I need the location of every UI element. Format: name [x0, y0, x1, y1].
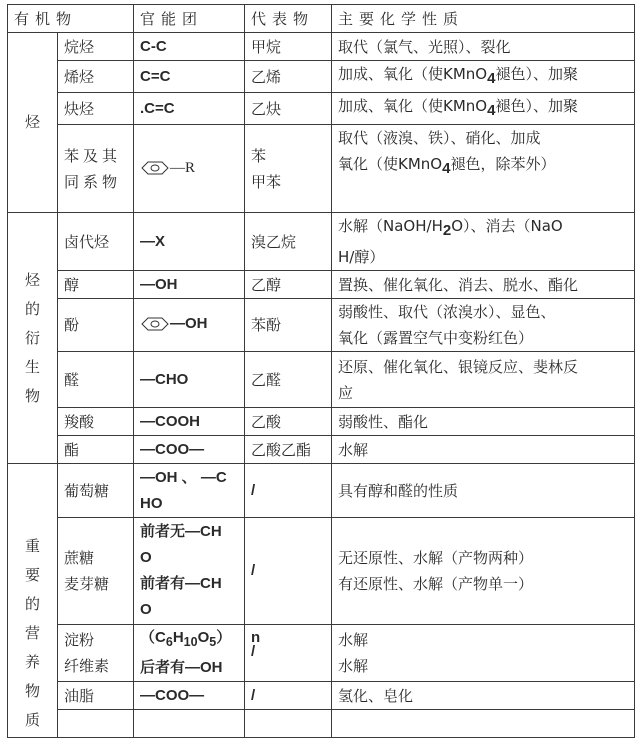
group-line: O — [140, 601, 152, 618]
functional-group: C=C — [134, 61, 245, 93]
properties — [332, 352, 635, 408]
props-line: 弱酸性、取代（浓溴水）、显色、 — [338, 303, 556, 321]
group-suffix: —R — [170, 159, 196, 176]
group-line: —OH 、 —C — [140, 468, 227, 486]
representative — [245, 625, 332, 682]
category-char: 物 — [24, 386, 40, 405]
representative: 乙酸乙酯 — [245, 436, 332, 464]
compound-name: 酚 — [58, 299, 134, 352]
table-row — [8, 436, 635, 464]
properties: 水解 — [332, 436, 635, 464]
table-row — [8, 299, 635, 352]
compound-name: 油脂 — [58, 682, 134, 710]
benzene-ring-icon — [140, 317, 170, 331]
functional-group — [134, 299, 245, 352]
functional-group — [134, 710, 245, 738]
functional-group: —X — [134, 213, 245, 271]
table-row — [8, 408, 635, 436]
compound-name: 烯烃 — [58, 61, 134, 93]
representative: / — [245, 518, 332, 625]
category-char: 要 — [24, 566, 40, 584]
table-row — [8, 93, 635, 125]
header-row — [8, 5, 635, 33]
table-row — [8, 61, 635, 93]
table-row — [8, 125, 635, 213]
subscript: 6 — [165, 635, 173, 649]
organic-chemistry-table — [7, 4, 635, 738]
representative: 乙醇 — [245, 271, 332, 299]
properties — [332, 125, 635, 213]
properties — [332, 93, 635, 125]
name-line: 蔗糖 — [64, 549, 95, 567]
table-row — [8, 464, 635, 518]
category-derivatives — [8, 213, 58, 464]
table-row — [8, 352, 635, 408]
props-line: 氧化（露置空气中变粉红色） — [338, 329, 534, 347]
category-char: 质 — [24, 711, 40, 729]
props-line: H/醇） — [338, 248, 385, 266]
formula-part: H — [172, 629, 184, 646]
name-line: 苯及其 — [64, 146, 122, 165]
properties: 弱酸性、酯化 — [332, 408, 635, 436]
compound-name: 醛 — [58, 352, 134, 408]
subscript: 4 — [442, 160, 451, 177]
properties: 置换、催化氧化、消去、脱水、酯化 — [332, 271, 635, 299]
functional-group: —OH — [134, 271, 245, 299]
header-functional-group: 官能团 — [134, 5, 245, 33]
functional-group — [134, 518, 245, 625]
category-char: 生 — [24, 357, 40, 376]
category-char: 营 — [24, 624, 40, 642]
functional-group: —COOH — [134, 408, 245, 436]
props-line: 无还原性、水解（产物两种） — [338, 549, 534, 567]
representative: 溴乙烷 — [245, 213, 332, 271]
props-text: 氧化（使KMnO — [338, 155, 443, 173]
compound-name — [58, 710, 134, 738]
group-line: 前者有—CH — [140, 575, 222, 592]
properties — [332, 710, 635, 738]
functional-group — [134, 125, 245, 213]
functional-group: .C=C — [134, 93, 245, 125]
group-suffix: —OH — [170, 315, 208, 332]
formula-part: ） — [216, 629, 232, 646]
rep-line: 甲苯 — [251, 172, 282, 191]
category-char: 物 — [24, 682, 40, 700]
properties — [332, 61, 635, 93]
category-hydrocarbons — [8, 33, 58, 213]
table-row — [8, 682, 635, 710]
formula-part: （C — [140, 629, 166, 646]
compound-name: 酯 — [58, 436, 134, 464]
category-char: 养 — [24, 653, 40, 671]
group-line: 后者有—OH — [140, 659, 223, 676]
benzene-ring-icon — [140, 161, 170, 175]
representative — [245, 710, 332, 738]
table-row — [8, 518, 635, 625]
group-line: HO — [140, 494, 163, 512]
properties — [332, 299, 635, 352]
subscript: 5 — [209, 635, 217, 649]
functional-group: —COO— — [134, 436, 245, 464]
category-char: 的 — [24, 299, 40, 318]
compound-name — [58, 125, 134, 213]
name-line: 同系物 — [64, 172, 122, 191]
rep-line: / — [251, 643, 256, 660]
representative: 乙醛 — [245, 352, 332, 408]
props-line: 水解 — [338, 657, 369, 675]
representative: 乙炔 — [245, 93, 332, 125]
header-organic: 有机物 — [8, 5, 134, 33]
representative — [245, 125, 332, 213]
category-char: 的 — [24, 595, 40, 613]
compound-name: 卤代烃 — [58, 213, 134, 271]
table-row — [8, 625, 635, 682]
category-char: 重 — [24, 537, 40, 555]
rep-line: n — [251, 629, 261, 646]
props-line: 有还原性、水解（产物单一） — [338, 575, 534, 593]
props-text: O）、消去（NaO — [451, 217, 563, 235]
props-text: 褪色，除苯外） — [450, 155, 556, 173]
representative: 甲烷 — [245, 33, 332, 61]
subscript: 4 — [487, 70, 496, 87]
properties — [332, 518, 635, 625]
props-text: 褪色）、加聚 — [495, 97, 578, 115]
group-line: O — [140, 549, 152, 566]
representative: / — [245, 464, 332, 518]
props-line: 还原、催化氧化、银镜反应、斐林反 — [338, 357, 579, 376]
props-line: 水解 — [338, 631, 369, 649]
functional-group: —COO— — [134, 682, 245, 710]
name-line: 纤维素 — [64, 657, 110, 675]
category-char: 衍 — [24, 328, 40, 347]
table-row — [8, 33, 635, 61]
representative: 苯酚 — [245, 299, 332, 352]
compound-name: 羧酸 — [58, 408, 134, 436]
compound-name — [58, 625, 134, 682]
representative: 乙酸 — [245, 408, 332, 436]
representative: / — [245, 682, 332, 710]
properties — [332, 625, 635, 682]
table-row — [8, 213, 635, 271]
props-text: 加成、氧化（使KMnO — [338, 65, 488, 83]
name-line: 淀粉 — [64, 631, 95, 649]
functional-group: C-C — [134, 33, 245, 61]
functional-group — [134, 625, 245, 682]
category-nutrients — [8, 464, 58, 738]
props-text: 褪色）、加聚 — [495, 65, 578, 83]
props-text: 加成、氧化（使KMnO — [338, 97, 488, 115]
functional-group — [134, 464, 245, 518]
props-line: 应 — [338, 383, 354, 402]
name-line: 麦芽糖 — [64, 575, 110, 593]
table-row — [8, 271, 635, 299]
subscript: 10 — [183, 635, 198, 649]
compound-name — [58, 518, 134, 625]
props-text: 水解（NaOH/H — [338, 217, 443, 235]
rep-line: 苯 — [251, 146, 267, 165]
properties: 取代（氯气、光照）、裂化 — [332, 33, 635, 61]
properties: 氢化、皂化 — [332, 682, 635, 710]
table-row — [8, 710, 635, 738]
category-char: 烃 — [24, 270, 40, 289]
compound-name: 葡萄糖 — [58, 464, 134, 518]
properties: 具有醇和醛的性质 — [332, 464, 635, 518]
representative: 乙烯 — [245, 61, 332, 93]
header-representative: 代表物 — [245, 5, 332, 33]
subscript: 4 — [487, 102, 496, 119]
props-line: 取代（液溴、铁）、硝化、加成 — [338, 129, 541, 147]
header-properties: 主要化学性质 — [332, 5, 635, 33]
properties — [332, 213, 635, 271]
subscript: 2 — [442, 222, 452, 239]
compound-name: 烷烃 — [58, 33, 134, 61]
formula-part: O — [197, 629, 210, 646]
compound-name: 炔烃 — [58, 93, 134, 125]
group-line: 前者无—CH — [140, 523, 222, 540]
compound-name: 醇 — [58, 271, 134, 299]
functional-group: —CHO — [134, 352, 245, 408]
category-char: 烃 — [24, 113, 40, 131]
